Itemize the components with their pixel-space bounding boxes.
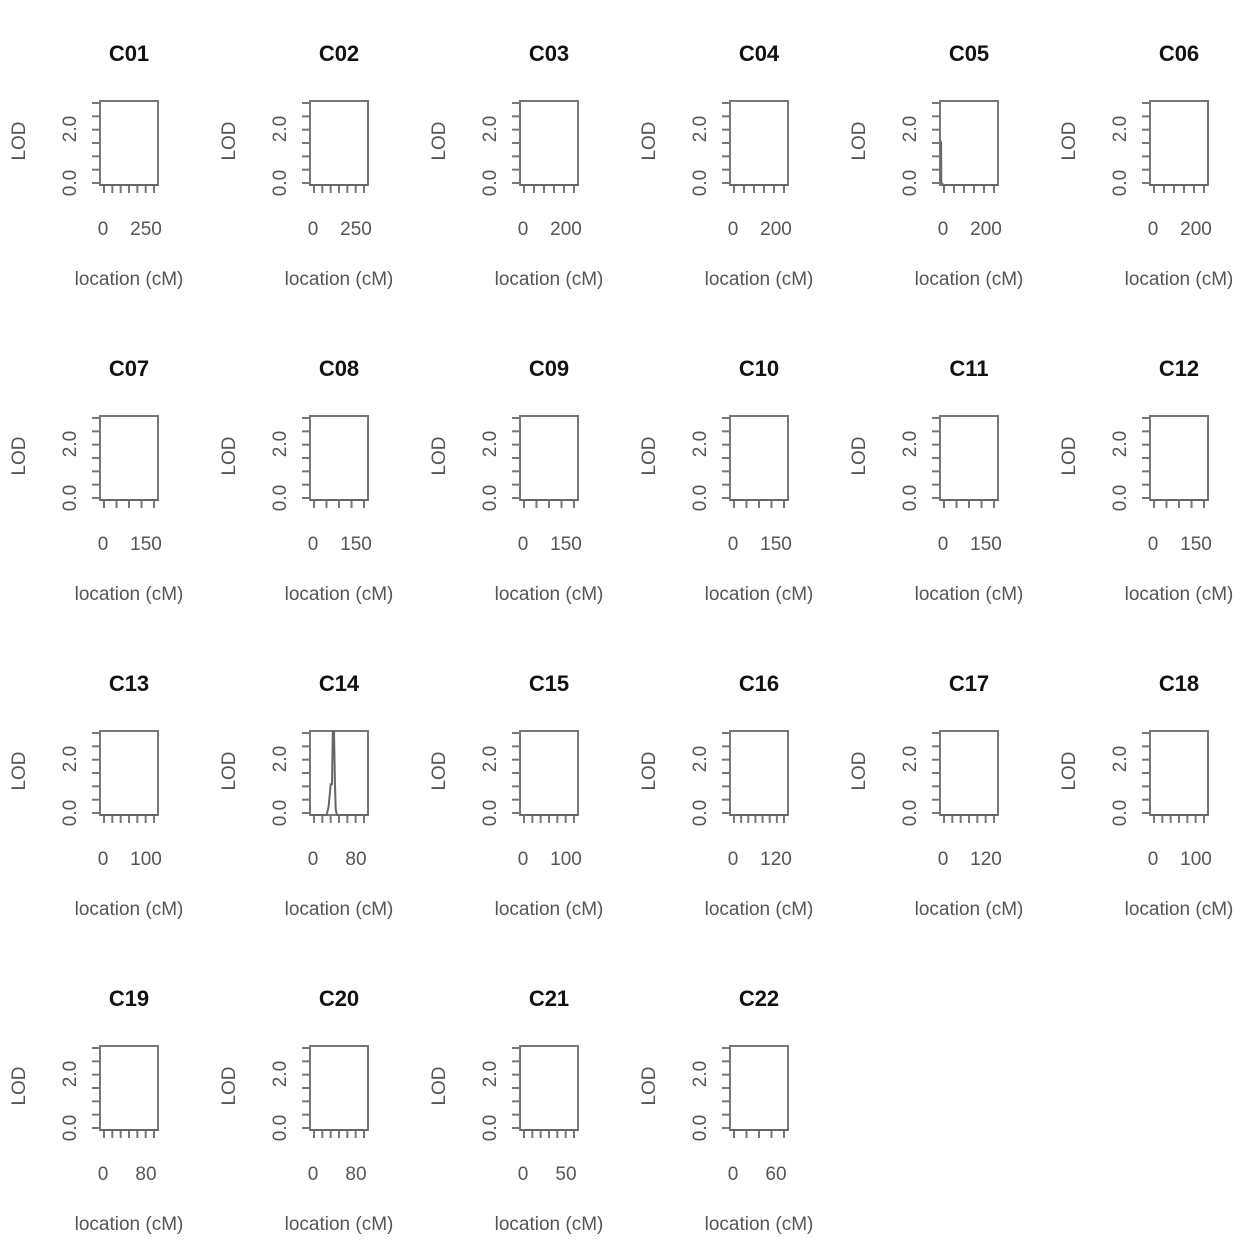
panel-title: C02	[318, 41, 360, 66]
y-tick-label: 0.0	[480, 484, 501, 512]
y-tick-label: 0.0	[690, 169, 711, 197]
y-tick-label: 2.0	[270, 745, 291, 773]
y-axis-label: LOD	[639, 436, 660, 476]
x-tick-label: 0	[727, 534, 739, 555]
panel-title: C19	[108, 986, 150, 1011]
x-tick-label: 0	[307, 1164, 319, 1185]
y-tick-label: 0.0	[480, 799, 501, 827]
panel-title: C20	[318, 986, 360, 1011]
y-tick-label: 2.0	[900, 430, 921, 458]
x-tick-label: 0	[1147, 849, 1159, 870]
x-axis-label: location (cM)	[914, 899, 1024, 920]
x-tick-label: 0	[97, 849, 109, 870]
panel-c20	[219, 986, 393, 1235]
y-tick-label: 2.0	[270, 430, 291, 458]
y-tick-label: 0.0	[690, 799, 711, 827]
panel-c01	[9, 41, 183, 290]
y-axis-label: LOD	[219, 121, 240, 161]
x-axis-label: location (cM)	[704, 1214, 814, 1235]
plot-frame	[940, 101, 998, 185]
y-axis-label: LOD	[849, 751, 870, 791]
plot-frame	[520, 101, 578, 185]
panel-c07	[9, 356, 183, 605]
y-tick-label: 2.0	[1110, 115, 1131, 143]
x-tick-label: 0	[307, 219, 319, 240]
x-tick-label: 50	[555, 1164, 577, 1185]
x-tick-label: 150	[760, 534, 792, 555]
y-tick-label: 2.0	[480, 115, 501, 143]
y-tick-label: 0.0	[270, 1114, 291, 1142]
x-tick-label: 0	[937, 534, 949, 555]
panel-title: C12	[1158, 356, 1200, 381]
x-tick-label: 250	[130, 219, 162, 240]
y-tick-label: 0.0	[900, 484, 921, 512]
panel-c13	[9, 671, 183, 920]
y-axis-label: LOD	[429, 121, 450, 161]
plot-frame	[100, 731, 158, 815]
x-tick-label: 100	[550, 849, 582, 870]
lod-curve	[940, 140, 998, 185]
y-axis-label: LOD	[9, 121, 30, 161]
plot-frame	[730, 1046, 788, 1130]
y-axis-label: LOD	[1059, 121, 1080, 161]
x-axis-label: location (cM)	[1124, 584, 1234, 605]
plot-frame	[520, 731, 578, 815]
y-axis-label: LOD	[849, 121, 870, 161]
y-tick-label: 0.0	[270, 799, 291, 827]
y-axis-label: LOD	[219, 1066, 240, 1106]
y-axis-label: LOD	[639, 121, 660, 161]
plot-frame	[100, 416, 158, 500]
panel-title: C13	[108, 671, 150, 696]
y-tick-label: 2.0	[1110, 430, 1131, 458]
x-tick-label: 150	[130, 534, 162, 555]
x-tick-label: 0	[727, 849, 739, 870]
y-tick-label: 2.0	[480, 1060, 501, 1088]
plot-frame	[520, 416, 578, 500]
lod-curve	[310, 731, 368, 815]
plot-frame	[520, 1046, 578, 1130]
x-tick-label: 200	[970, 219, 1002, 240]
y-tick-label: 0.0	[1110, 484, 1131, 512]
panel-title: C16	[738, 671, 780, 696]
x-tick-label: 150	[970, 534, 1002, 555]
x-tick-label: 120	[970, 849, 1002, 870]
panel-title: C15	[528, 671, 570, 696]
x-tick-label: 100	[1180, 849, 1212, 870]
x-axis-label: location (cM)	[704, 584, 814, 605]
x-tick-label: 120	[760, 849, 792, 870]
x-tick-label: 0	[307, 849, 319, 870]
x-axis-label: location (cM)	[284, 899, 394, 920]
x-tick-label: 0	[1147, 219, 1159, 240]
y-tick-label: 0.0	[60, 484, 81, 512]
y-axis-label: LOD	[219, 436, 240, 476]
x-axis-label: location (cM)	[284, 269, 394, 290]
y-tick-label: 2.0	[60, 430, 81, 458]
panel-c03	[429, 41, 603, 290]
y-tick-label: 2.0	[690, 745, 711, 773]
panel-c08	[219, 356, 393, 605]
x-tick-label: 200	[550, 219, 582, 240]
y-axis-label: LOD	[1059, 436, 1080, 476]
x-tick-label: 0	[937, 219, 949, 240]
x-tick-label: 80	[345, 849, 367, 870]
panel-title: C04	[738, 41, 780, 66]
plot-frame	[730, 416, 788, 500]
plot-frame	[310, 1046, 368, 1130]
x-axis-label: location (cM)	[494, 584, 604, 605]
y-axis-label: LOD	[639, 1066, 660, 1106]
panel-title: C05	[948, 41, 990, 66]
plot-frame	[940, 731, 998, 815]
x-axis-label: location (cM)	[914, 269, 1024, 290]
panel-c04	[639, 41, 813, 290]
x-axis-label: location (cM)	[914, 584, 1024, 605]
y-tick-label: 0.0	[900, 799, 921, 827]
x-tick-label: 0	[307, 534, 319, 555]
y-tick-label: 2.0	[690, 430, 711, 458]
panel-title: C21	[528, 986, 570, 1011]
panel-title: C06	[1158, 41, 1200, 66]
y-tick-label: 0.0	[480, 1114, 501, 1142]
panel-title: C17	[948, 671, 990, 696]
y-tick-label: 2.0	[480, 745, 501, 773]
x-tick-label: 0	[97, 1164, 109, 1185]
y-axis-label: LOD	[9, 436, 30, 476]
x-tick-label: 0	[727, 1164, 739, 1185]
y-axis-label: LOD	[429, 751, 450, 791]
x-tick-label: 150	[340, 534, 372, 555]
y-tick-label: 2.0	[690, 115, 711, 143]
y-tick-label: 0.0	[900, 169, 921, 197]
x-tick-label: 0	[517, 849, 529, 870]
y-axis-label: LOD	[9, 1066, 30, 1106]
x-tick-label: 80	[135, 1164, 157, 1185]
x-axis-label: location (cM)	[74, 269, 184, 290]
x-axis-label: location (cM)	[494, 1214, 604, 1235]
y-tick-label: 0.0	[1110, 169, 1131, 197]
x-axis-label: location (cM)	[284, 1214, 394, 1235]
y-tick-label: 0.0	[270, 484, 291, 512]
plot-frame	[100, 101, 158, 185]
x-axis-label: location (cM)	[1124, 899, 1234, 920]
y-axis-label: LOD	[849, 436, 870, 476]
x-axis-label: location (cM)	[74, 584, 184, 605]
plot-frame	[310, 101, 368, 185]
y-tick-label: 0.0	[270, 169, 291, 197]
y-tick-label: 2.0	[900, 115, 921, 143]
x-tick-label: 80	[345, 1164, 367, 1185]
x-tick-label: 0	[517, 534, 529, 555]
panel-c21	[429, 986, 603, 1235]
x-tick-label: 100	[130, 849, 162, 870]
x-axis-label: location (cM)	[1124, 269, 1234, 290]
panel-title: C14	[318, 671, 360, 696]
y-tick-label: 2.0	[480, 430, 501, 458]
x-tick-label: 0	[727, 219, 739, 240]
y-tick-label: 0.0	[1110, 799, 1131, 827]
panel-c10	[639, 356, 813, 605]
y-tick-label: 0.0	[60, 1114, 81, 1142]
y-tick-label: 2.0	[900, 745, 921, 773]
x-tick-label: 0	[97, 219, 109, 240]
x-axis-label: location (cM)	[284, 584, 394, 605]
y-axis-label: LOD	[639, 751, 660, 791]
panel-c17	[849, 671, 1023, 920]
y-axis-label: LOD	[9, 751, 30, 791]
panel-c15	[429, 671, 603, 920]
panel-title: C18	[1158, 671, 1200, 696]
panel-title: C09	[528, 356, 570, 381]
y-tick-label: 2.0	[60, 745, 81, 773]
panel-c02	[219, 41, 393, 290]
x-tick-label: 150	[1180, 534, 1212, 555]
panel-title: C01	[108, 41, 150, 66]
y-tick-label: 2.0	[270, 115, 291, 143]
plot-frame	[310, 416, 368, 500]
panel-c11	[849, 356, 1023, 605]
panel-title: C22	[738, 986, 780, 1011]
panel-c16	[639, 671, 813, 920]
x-tick-label: 0	[517, 219, 529, 240]
x-tick-label: 0	[517, 1164, 529, 1185]
y-tick-label: 2.0	[690, 1060, 711, 1088]
plot-frame	[940, 416, 998, 500]
panel-c18	[1059, 671, 1233, 920]
y-tick-label: 2.0	[60, 115, 81, 143]
y-tick-label: 0.0	[690, 1114, 711, 1142]
x-tick-label: 200	[760, 219, 792, 240]
x-axis-label: location (cM)	[74, 899, 184, 920]
x-axis-label: location (cM)	[74, 1214, 184, 1235]
y-axis-label: LOD	[1059, 751, 1080, 791]
x-tick-label: 0	[1147, 534, 1159, 555]
plot-frame	[1150, 101, 1208, 185]
y-axis-label: LOD	[429, 436, 450, 476]
y-tick-label: 2.0	[60, 1060, 81, 1088]
plot-frame	[1150, 416, 1208, 500]
x-axis-label: location (cM)	[494, 269, 604, 290]
plot-frame	[1150, 731, 1208, 815]
panel-title: C11	[949, 356, 989, 381]
panel-title: C08	[318, 356, 360, 381]
y-axis-label: LOD	[219, 751, 240, 791]
plot-frame	[100, 1046, 158, 1130]
panel-title: C10	[738, 356, 780, 381]
y-axis-label: LOD	[429, 1066, 450, 1106]
panel-c05	[849, 41, 1023, 290]
x-tick-label: 0	[97, 534, 109, 555]
x-tick-label: 250	[340, 219, 372, 240]
panel-c22	[639, 986, 813, 1235]
y-tick-label: 0.0	[690, 484, 711, 512]
panel-title: C03	[528, 41, 570, 66]
x-tick-label: 150	[550, 534, 582, 555]
x-tick-label: 200	[1180, 219, 1212, 240]
plot-frame	[730, 101, 788, 185]
panel-c12	[1059, 356, 1233, 605]
x-axis-label: location (cM)	[704, 899, 814, 920]
y-tick-label: 2.0	[270, 1060, 291, 1088]
x-tick-label: 60	[765, 1164, 787, 1185]
panel-c06	[1059, 41, 1233, 290]
panel-c09	[429, 356, 603, 605]
panel-c14	[219, 671, 393, 920]
x-tick-label: 0	[937, 849, 949, 870]
plot-frame	[310, 731, 368, 815]
plot-frame	[730, 731, 788, 815]
y-tick-label: 0.0	[60, 169, 81, 197]
y-tick-label: 2.0	[1110, 745, 1131, 773]
panel-c19	[9, 986, 183, 1235]
y-tick-label: 0.0	[60, 799, 81, 827]
y-tick-label: 0.0	[480, 169, 501, 197]
panel-title: C07	[108, 356, 150, 381]
x-axis-label: location (cM)	[494, 899, 604, 920]
x-axis-label: location (cM)	[704, 269, 814, 290]
